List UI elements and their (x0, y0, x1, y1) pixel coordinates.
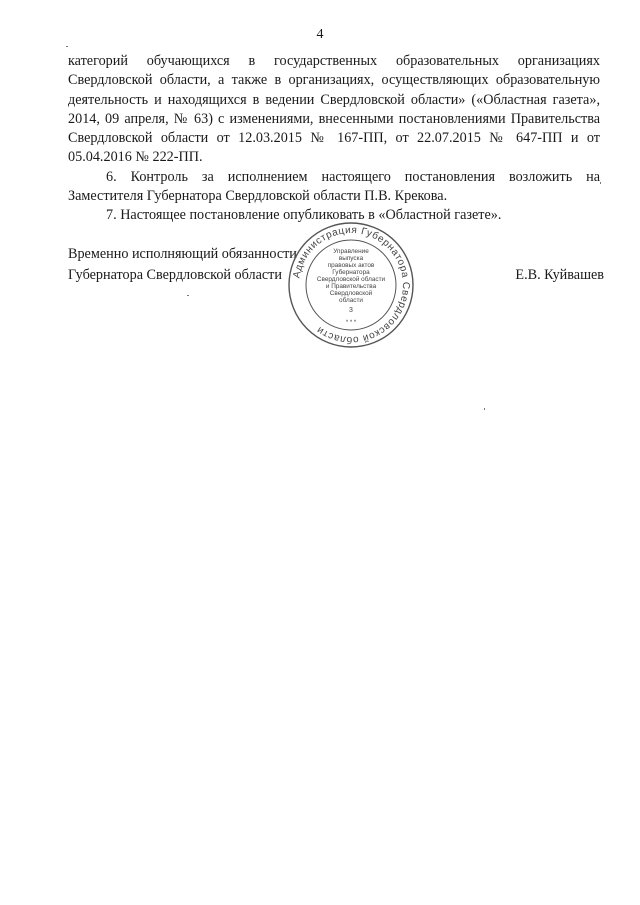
document-body (68, 52, 600, 226)
seal-line-3: правовых актов (327, 262, 375, 269)
seal-line-1: Управление (333, 248, 369, 255)
page-number: 4 (316, 27, 324, 42)
seal-line-2: выпуска (338, 255, 364, 262)
paragraph-item-7: 7. Настоящее постановление опубликовать в «Областной газете». (106, 207, 502, 224)
seal-line-4: Губернатора (332, 269, 370, 276)
seal-number: 3 (349, 307, 353, 314)
paragraph-item-6: 6. Контроль за исполнением настоящего постановления возложить на Заместителя Губернатора Свердловской области П.В. Крекова. (68, 168, 600, 205)
signatory-title (68, 244, 308, 286)
seal-line-7: Свердловской (329, 290, 373, 297)
scan-speck (484, 408, 485, 410)
seal-graphic (286, 220, 416, 350)
signatory-name: Е.В. Куйвашев (515, 267, 604, 283)
seal-line-8: области (339, 297, 363, 304)
paragraph-continuation: категорий обучающихся в государственных образовательных организациях Свердловской области, а также в организациях, осуществляющих образовательную деятельность и находящихся в ведении Свердловской области» («Областная газета», 2014, 09 апреля, № 63) с изменениями, внесенными постановлениями Правительства Свердловской области от 12.03.2015 № 167-ПП, от 22.07.2015 № 647-ПП и от 05.04.2016 № 222-ПП. (68, 53, 600, 166)
seal-ring-textpath: Администрация Губернатора Свердловской области (291, 224, 412, 346)
official-seal-stamp (286, 220, 416, 350)
scan-speck (66, 46, 68, 47)
scan-speck (600, 182, 601, 184)
seal-line-5: Свердловской области (316, 276, 386, 283)
seal-line-6: и Правительства (325, 283, 377, 290)
seal-star-marks: * * * (345, 320, 357, 326)
scan-speck (187, 295, 189, 296)
signatory-title-line-1: Временно исполняющий обязанности (68, 246, 297, 262)
signatory-title-line-2: Губернатора Свердловской области (68, 267, 282, 283)
